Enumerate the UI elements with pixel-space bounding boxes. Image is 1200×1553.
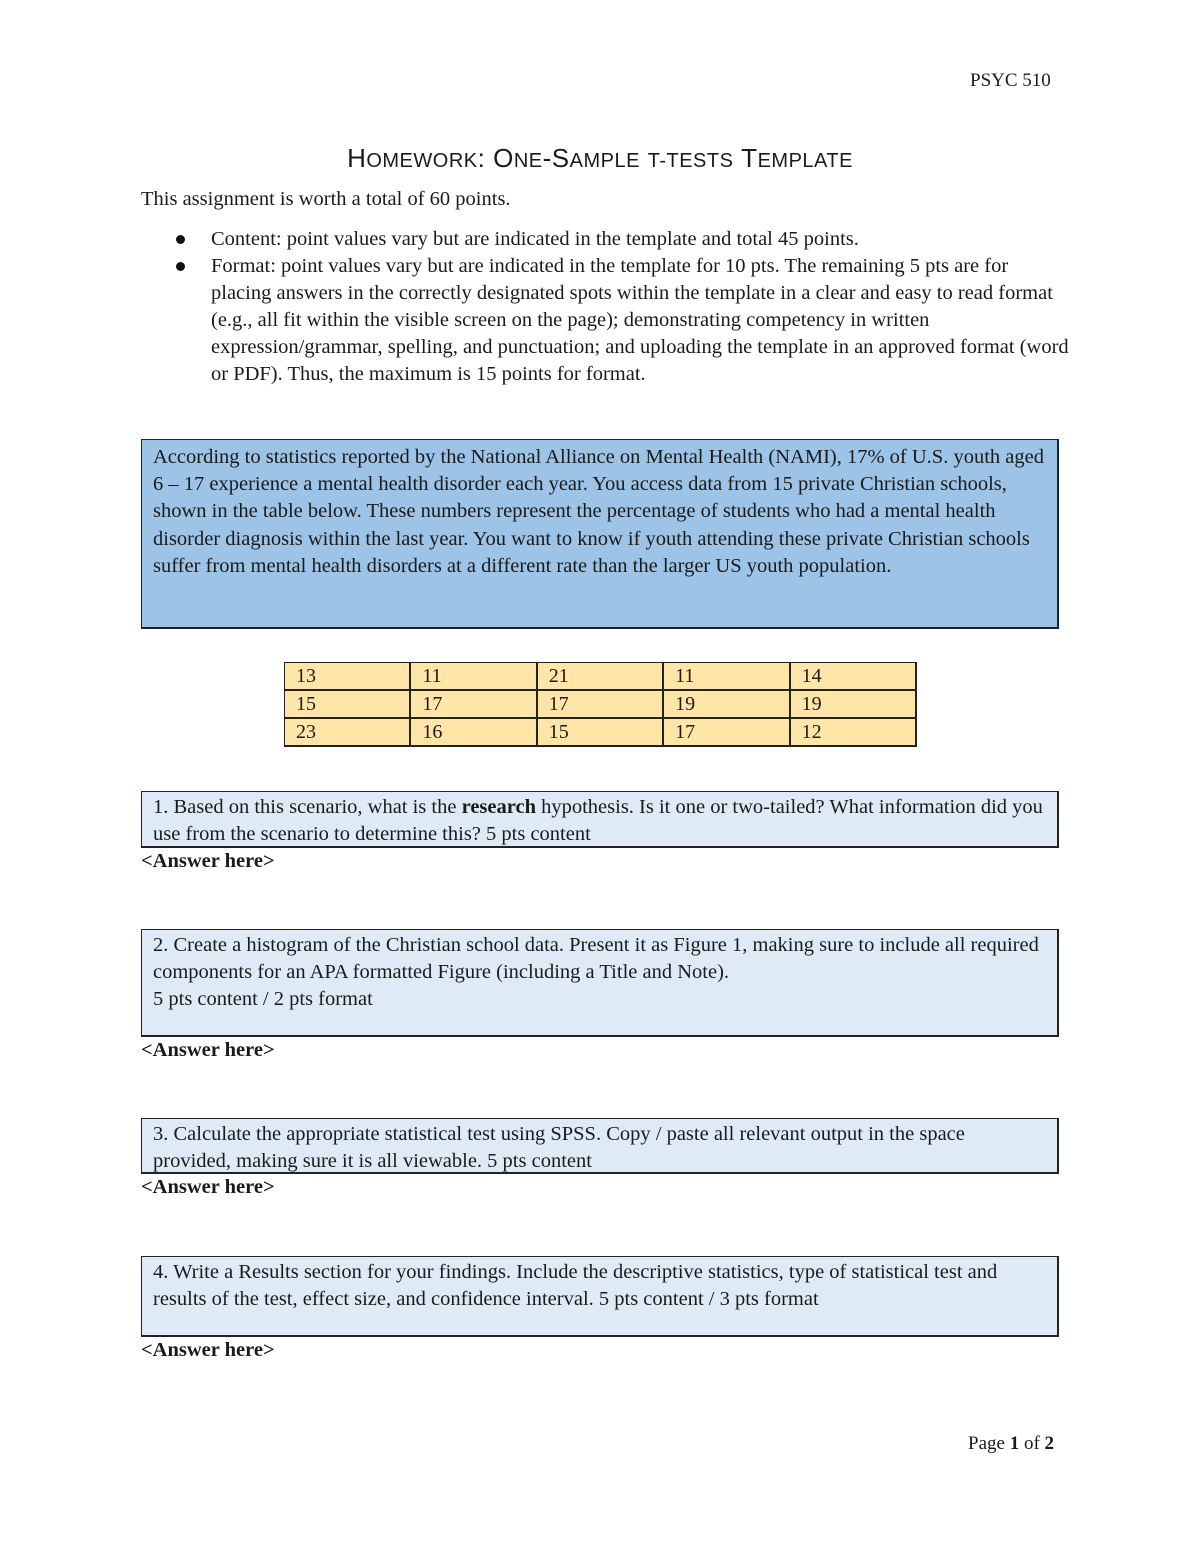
title-word: EMPLATE: [757, 150, 853, 172]
answer-placeholder-3[interactable]: <Answer here>: [141, 1176, 275, 1198]
table-cell: 17: [663, 718, 789, 746]
table-cell: 17: [410, 690, 536, 718]
question-1-box: [141, 791, 1059, 848]
table-cell: 15: [537, 718, 663, 746]
answer-placeholder-1[interactable]: <Answer here>: [141, 850, 275, 872]
title-colon: :: [477, 143, 486, 173]
page-title: [0, 143, 1200, 174]
table-cell: 16: [410, 718, 536, 746]
bullet-text: Content: point values vary but are indicated in the template and total 45 points.: [211, 228, 859, 250]
title-dash: -: [542, 143, 552, 173]
question-text: hypothesis. Is it one or two-tailed? What information did you use from the scenario to determine this? 5 pts content: [153, 796, 1043, 846]
title-letter: O: [493, 143, 514, 173]
page-total: 2: [1044, 1433, 1055, 1454]
table-row: [285, 690, 917, 718]
title-word: TESTS: [666, 150, 734, 172]
table-cell: 19: [790, 690, 916, 718]
of-label: of: [1023, 1433, 1040, 1454]
question-4-box: 4. Write a Results section for your findings. Include the descriptive statistics, type of statistical test and results of the test, effect size, and confidence interval. 5 pts content / 3 pts format: [141, 1256, 1059, 1337]
page-number: 1: [1009, 1433, 1020, 1454]
bullet-text: Format: point values vary but are indicated in the template for 10 pts. The remaining 5 pts are for placing answers in the correctly designated spots within the template in a clear and easy to read format (e.g., all fit within the visible screen on the page); demonstrating competency in written expression/grammar, spelling, and punctuation; and uploading the template in an approved format (word or PDF). Thus, the maximum is 15 points for format.: [211, 255, 1069, 385]
title-letter: S: [551, 143, 570, 173]
question-text: 2. Create a histogram of the Christian school data. Present it as Figure 1, making sure to include all required components for an APA formatted Figure (including a Title and Note).: [153, 934, 1039, 984]
table-row: [285, 718, 917, 746]
title-letter: T: [647, 150, 660, 172]
course-code: PSYC 510: [970, 70, 1051, 91]
table-cell: 17: [537, 690, 663, 718]
scenario-box: According to statistics reported by the National Alliance on Mental Health (NAMI), 17% of U.S. youth aged 6 – 17 experience a mental health disorder each year. You access data from 15 private Christian schools, shown in the table below. These numbers represent the percentage of students who had a mental health disorder diagnosis within the last year. You want to know if youth attending these private Christian schools suffer from mental health disorders at a different rate than the larger US youth population.: [141, 439, 1059, 629]
table-cell: 11: [663, 663, 789, 691]
bullet-icon: [176, 235, 185, 244]
question-2-box: [141, 929, 1059, 1037]
table-cell: 23: [285, 718, 411, 746]
title-letter: T: [741, 143, 758, 173]
table-cell: 21: [537, 663, 663, 691]
table-cell: 11: [410, 663, 536, 691]
answer-placeholder-2[interactable]: <Answer here>: [141, 1039, 275, 1061]
question-emphasis: research: [461, 796, 536, 818]
bullet-list: [141, 226, 1071, 388]
page-footer: [968, 1433, 1054, 1455]
title-letter: H: [347, 143, 367, 173]
table-cell: 19: [663, 690, 789, 718]
table-row: [285, 663, 917, 691]
table-cell: 12: [790, 718, 916, 746]
question-3-box: 3. Calculate the appropriate statistical test using SPSS. Copy / paste all relevant output in the space provided, making sure it is all viewable. 5 pts content: [141, 1118, 1059, 1174]
bullet-item: [141, 226, 1071, 253]
question-text: 1. Based on this scenario, what is the: [153, 796, 462, 818]
title-word: AMPLE: [569, 150, 640, 172]
title-word: NE: [513, 150, 543, 172]
bullet-item: [141, 253, 1071, 388]
question-points: 5 pts content / 2 pts format: [153, 988, 373, 1011]
page-label: Page: [968, 1433, 1005, 1454]
table-cell: 15: [285, 690, 411, 718]
data-table: [284, 662, 917, 747]
table-cell: 13: [285, 663, 411, 691]
bullet-icon: [176, 262, 185, 271]
table-cell: 14: [790, 663, 916, 691]
answer-placeholder-4[interactable]: <Answer here>: [141, 1339, 275, 1361]
intro-text: This assignment is worth a total of 60 points.: [141, 188, 511, 210]
title-word: OMEWORK: [366, 150, 478, 172]
title-dash: -: [659, 150, 667, 172]
